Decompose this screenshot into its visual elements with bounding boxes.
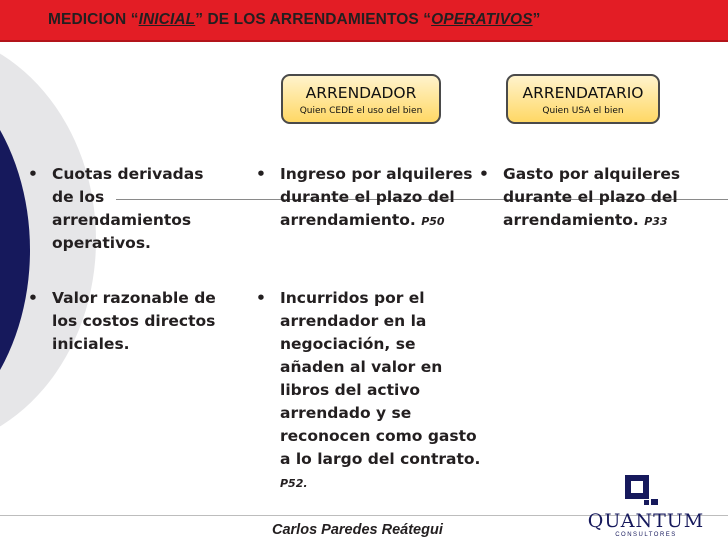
bullet-icon: • bbox=[256, 289, 266, 307]
lessee-header-subtitle: Quien USA el bien bbox=[542, 106, 624, 116]
author-name: Carlos Paredes Reátegui bbox=[272, 522, 443, 538]
lessor-item: • Incurridos por el arrendador en la negociación, se añaden al valor en libros del activo arrendado y se reconocen como gasto a lo largo del contrato. P52. bbox=[256, 289, 481, 490]
slide-title: MEDICION “INICIAL” DE LOS ARRENDAMIENTOS “OPERATIVOS” bbox=[48, 11, 541, 28]
reference-tag: P33 bbox=[644, 215, 668, 228]
title-bar bbox=[0, 0, 728, 42]
reference-tag: P52. bbox=[280, 477, 308, 490]
lessor-header-title: ARRENDADOR bbox=[305, 84, 417, 102]
concept-item: • Cuotas derivadas de los arrendamientos operativos. bbox=[28, 165, 204, 252]
lessee-header-box bbox=[506, 74, 660, 124]
logo-subtitle: CONSULTORES bbox=[615, 532, 677, 538]
logo-mark-icon bbox=[624, 474, 660, 506]
bullet-icon: • bbox=[256, 165, 266, 183]
bullet-icon: • bbox=[479, 165, 489, 183]
concept-item: • Valor razonable de los costos directos iniciales. bbox=[28, 289, 216, 353]
company-logo bbox=[576, 470, 716, 546]
logo-name: QUANTUM bbox=[587, 510, 705, 532]
lessee-item: • Gasto por alquileres durante el plazo del arrendamiento. P33 bbox=[479, 165, 681, 229]
reference-tag: P50 bbox=[421, 215, 445, 228]
bullet-icon: • bbox=[28, 165, 38, 183]
lessee-header-title: ARRENDATARIO bbox=[522, 84, 644, 102]
lessor-header-box bbox=[281, 74, 441, 124]
lessor-header-subtitle: Quien CEDE el uso del bien bbox=[299, 106, 423, 116]
lessor-item: • Ingreso por alquileres durante el plazo del arrendamiento. P50 bbox=[256, 165, 473, 229]
bullet-icon: • bbox=[28, 289, 38, 307]
